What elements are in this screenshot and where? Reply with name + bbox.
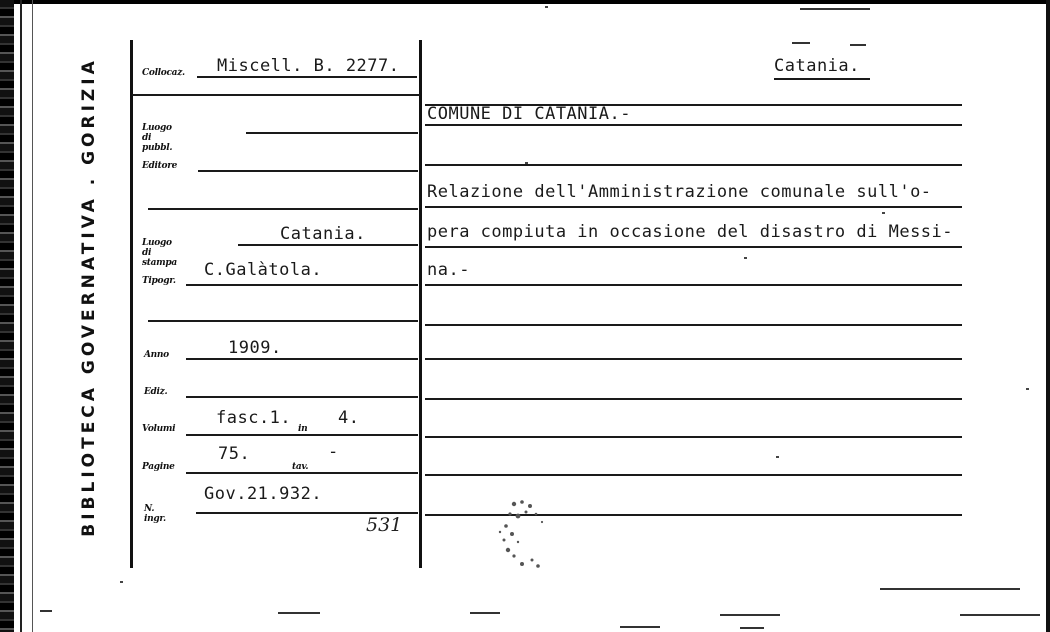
heading-place xyxy=(774,56,860,76)
field-in-value: 4. xyxy=(338,408,360,428)
field-label: Anno xyxy=(144,350,169,360)
field-in-label: in xyxy=(298,424,308,434)
field-value: Miscell. B. 2277. xyxy=(217,56,400,76)
ink-smudge-mark xyxy=(492,494,552,574)
left-column-rule xyxy=(130,40,133,568)
scan-dash xyxy=(720,614,780,616)
entry-rule-7 xyxy=(425,358,962,360)
entry-rule-9 xyxy=(425,436,962,438)
field-underline xyxy=(186,358,418,360)
field-underline xyxy=(197,76,417,78)
handwritten-number: 531 xyxy=(366,514,403,536)
entry-line: na.- xyxy=(427,260,470,280)
entry-rule-6 xyxy=(425,324,962,326)
field-value: Gov.21.932. xyxy=(204,484,323,504)
scan-speck xyxy=(882,212,885,214)
scan-speck xyxy=(744,257,747,259)
center-column-rule xyxy=(419,40,422,568)
field-tav-value: - xyxy=(328,442,339,462)
field-value: C.Galàtola. xyxy=(204,260,323,280)
blank-line xyxy=(148,208,418,210)
field-label: Pagine xyxy=(142,462,175,472)
scan-left-edge xyxy=(0,0,14,632)
entry-line: pera compiuta in occasione del disastro di Messi- xyxy=(427,222,954,242)
entry-rule-8 xyxy=(425,398,962,400)
scan-dash xyxy=(792,42,810,44)
scan-right-edge xyxy=(1046,0,1050,632)
entry-rule-3 xyxy=(425,206,962,208)
field-underline xyxy=(238,244,418,246)
entry-line: Relazione dell'Amministrazione comunale sull'o- xyxy=(427,182,932,202)
scan-speck xyxy=(545,6,548,8)
scan-dash xyxy=(960,614,1040,616)
field-underline xyxy=(186,472,418,474)
field-value: 75. xyxy=(218,444,251,464)
section-divider xyxy=(132,94,420,96)
scan-speck xyxy=(525,162,528,164)
field-label: N. ingr. xyxy=(144,504,166,524)
entry-rule-4 xyxy=(425,246,962,248)
field-label: Editore xyxy=(142,161,178,171)
field-tav-label: tav. xyxy=(292,462,309,472)
scan-left-border-inner xyxy=(32,0,33,632)
field-value: Catania. xyxy=(280,224,366,244)
scan-dash xyxy=(40,610,52,612)
field-label: Collocaz. xyxy=(142,68,185,78)
field-underline xyxy=(246,132,418,134)
entry-rule-10 xyxy=(425,474,962,476)
scan-dash xyxy=(880,588,1020,590)
entry-line: COMUNE DI CATANIA.- xyxy=(427,104,631,124)
scan-top-edge xyxy=(0,0,1050,4)
field-label: Volumi xyxy=(142,424,176,434)
scan-dash xyxy=(620,626,660,628)
field-underline xyxy=(186,434,418,436)
scan-left-border xyxy=(20,0,22,632)
scan-dash xyxy=(740,627,764,629)
field-label: Tipogr. xyxy=(142,276,176,286)
field-label: Luogo di stampa xyxy=(142,238,177,268)
scan-dash xyxy=(470,612,500,614)
field-label: Luogo di pubbl. xyxy=(142,123,173,153)
field-underline xyxy=(186,284,418,286)
scan-speck xyxy=(776,456,779,458)
field-underline xyxy=(198,170,418,172)
heading-underline xyxy=(774,78,870,80)
field-value: fasc.1. xyxy=(216,408,292,428)
entry-rule-1 xyxy=(425,124,962,126)
field-value: 1909. xyxy=(228,338,282,358)
scan-dash xyxy=(278,612,320,614)
scan-speck xyxy=(1026,388,1029,390)
field-label: Ediz. xyxy=(144,387,168,397)
heading-text: Catania. xyxy=(774,56,860,76)
field-underline xyxy=(186,396,418,398)
entry-rule-5 xyxy=(425,284,962,286)
scan-speck xyxy=(120,581,123,583)
scan-dash xyxy=(850,44,866,46)
entry-rule-2 xyxy=(425,164,962,166)
scan-dash xyxy=(800,8,870,10)
blank-line xyxy=(148,320,418,322)
